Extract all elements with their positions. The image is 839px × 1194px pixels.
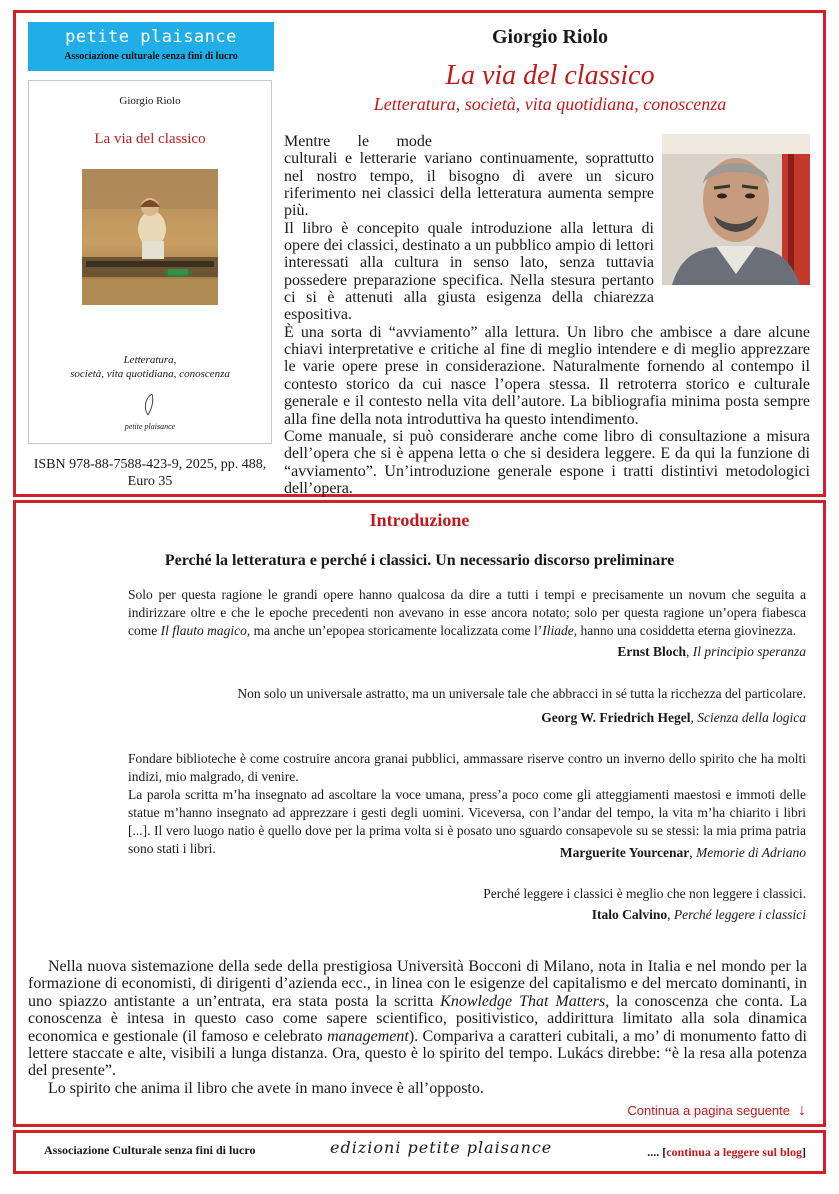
introduction-body (28, 958, 807, 1097)
quote-calvino (483, 886, 806, 902)
isbn-line: ISBN 978-88-7588-423-9, 2025, pp. 488, (33, 457, 267, 472)
quote-italic-title: Il flauto magico (160, 623, 247, 638)
publisher-logo[interactable] (28, 22, 274, 71)
cover-subtitle (29, 353, 271, 381)
quote-attribution-yourcenar: Marguerite Yourcenar, Memorie di Adriano (559, 845, 806, 860)
body-italic: management (327, 1027, 409, 1045)
quote-author: Ernst Bloch (617, 644, 686, 659)
body-paragraph: Lo spirito che anima il libro che avete in mano invece è all’opposto. (48, 1079, 484, 1097)
quote-text: Perché leggere i classici è meglio che non leggere i classici. (483, 886, 806, 901)
quote-text: Fondare biblioteche è come costruire ancora granai pubblici, ammassare riserve contro un inverno dello spirito che ha molti indizi, mio malgrado, di venire. (128, 751, 806, 784)
isbn-info (28, 456, 272, 490)
body-text: , la conoscenza che conta. La conoscenza è intesa in questo caso come sapere scientifico, positivistico, addirittura limitato alla sola dinamica economica e gestionale (il famoso e celebrato (28, 992, 808, 1045)
continue-label: Continua a pagina seguente (627, 1103, 790, 1118)
cover-title: La via del classico (94, 131, 206, 147)
description-paragraph: Come manuale, si può considerare anche come libro di consultazione a misura dell’opera che si è appena letta o che si desidera leggere. E da qui la funzione di “avviamento”. Un’introduzione generale espone i tratti distintivi metodologici dell’opera. (284, 427, 810, 497)
arrow-down-icon: ↓ (798, 1102, 806, 1119)
cover-publisher-name: petite plaisance (124, 422, 176, 431)
introduction-heading: Introduzione (369, 510, 470, 530)
book-author: Giorgio Riolo (491, 26, 609, 48)
body-italic: Knowledge That Matters (440, 992, 606, 1010)
logo-title: petite plaisance (65, 27, 237, 47)
quote-author: Georg W. Friedrich Hegel (541, 710, 691, 725)
quote-work: Memorie di Adriano (696, 845, 806, 860)
quote-text: La parola scritta m’ha insegnato ad ascoltare la voce umana, press’a poco come gli atteggiamenti maestosi e immoti delle statue m’hanno insegnato ad apprezzare i gesti degli uomini. Viceversa, con l’andar del tempo, la vita m’ha chiarito i libri [...]. Il vero luogo natio è quello dove per la prima volta si è posato uno sguardo consapevole su se stessi: la mia prima patria sono stati i libri. (128, 787, 806, 856)
quote-text: Non solo un universale astratto, ma un universale tale che abbracci in sé tutta la ricchezza del particolare. (237, 686, 806, 701)
cover-publisher-logo (29, 393, 271, 431)
quote-author: Italo Calvino (591, 907, 668, 922)
quote-attribution-bloch: Ernst Bloch, Il principio speranza (617, 644, 806, 659)
description-paragraph: È una sorta di “avviamento” alla lettura. Un libro che ambisce a dare alcune chiavi interpretative e critiche al fine di meglio intendere e di meglio apprezzare le varie opere prese in considerazione. Naturalmente fornendo al contempo il contesto storico da cui nasce l’opera stessa. Il retroterra storico e culturale generale e il contesto nella vita dell’autore. La bibliografia minima posta sempre alla fine della nota introduttiva ha questo intendimento. (284, 323, 810, 428)
quote-work: Perché leggere i classici (673, 907, 806, 922)
cover-author: Giorgio Riolo (119, 95, 181, 107)
quote-yourcenar (128, 750, 806, 858)
quote-bloch (128, 586, 806, 640)
quote-hegel (237, 686, 806, 702)
quote-text: Solo per questa ragione le grandi opere hanno qualcosa da dire a tutti i tempi e precisamente un novum che seguita a indirizzare oltre e che le epoche precedenti non avevano in esse ancora notato; solo per questa ragione un’opera fiabesca come (128, 587, 806, 638)
description-paragraph: Il libro è concepito quale introduzione alla lettura di opere dei classici, destinato a un pubblico ampio di lettori interessati alla cultura in senso lato, senza tuttavia possedere preparazione specifica. Nella stesura pertanto ci si è attenuti alla giusta esigenza della chiarezza espositiva. (284, 219, 654, 324)
book-subtitle: Letteratura, società, vita quotidiana, conoscenza (373, 94, 727, 114)
logo-subtitle: Associazione culturale senza fini di lucro (64, 51, 238, 62)
footer-ellipsis: .... (647, 1145, 660, 1159)
cover-painting-image (82, 169, 218, 305)
price-line: Euro 35 (127, 474, 173, 489)
description-paragraph: Mentre le mode culturali e letterarie variano continuamente, soprattutto nel nostro tempo, il bisogno di avere un sicuro riferimento nei classici della letteratura aumenta sempre più. (284, 133, 654, 220)
quote-work: Il principio speranza (692, 644, 806, 659)
introduction-subheading: Perché la letteratura e perché i classici. Un necessario discorso preliminare (164, 552, 675, 569)
quote-author: Marguerite Yourcenar (559, 845, 690, 860)
quote-attribution-calvino: Italo Calvino, Perché leggere i classici (591, 907, 806, 922)
body-paragraph (28, 958, 807, 1080)
footer-publisher-logo: edizioni petite plaisance (330, 1138, 553, 1157)
body-text: Nella nuova sistemazione della sede della prestigiosa Università Bocconi di Milano, nota in Italia e nel mondo per la formazione di economisti, di dirigenti d’azienda ecc., in linea con le esigenze del capitalismo e del mercato dominanti, in uno spiazzo antistante a un’entrata, era stata posta la scritta (28, 958, 807, 1010)
book-title: La via del classico (445, 60, 655, 91)
continue-next-page-link[interactable] (627, 1102, 806, 1120)
footer-association: Associazione Culturale senza fini di lucro (44, 1143, 256, 1157)
quote-text: , ma anche un’epopea storicamente localizzata come l’ (246, 623, 543, 638)
footer-blog: .... [continua a leggere sul blog] (647, 1145, 806, 1159)
cover-subtitle-line2: società, vita quotidiana, conoscenza (70, 368, 230, 380)
quote-attribution-hegel: Georg W. Friedrich Hegel, Scienza della logica (541, 710, 806, 725)
feather-icon (140, 393, 160, 417)
cover-subtitle-line1: Letteratura, (123, 354, 177, 366)
book-cover (28, 80, 272, 444)
quote-italic-title: Iliade (542, 623, 574, 638)
book-description (284, 133, 810, 497)
body-text: ). Compariva a caratteri cubitali, a mo’ di monumento fatto di lettere staccate e alte, visibili a lunga distanza. Ora, questo è lo spirito del tempo. Lukács direbbe: “è la resa alla potenza del presente”. (28, 1027, 807, 1080)
quote-text: , hanno una cosiddetta eterna giovinezza. (573, 623, 797, 638)
quote-work: Scienza della logica (697, 710, 806, 725)
read-blog-link[interactable]: continua a leggere sul blog (666, 1145, 802, 1159)
